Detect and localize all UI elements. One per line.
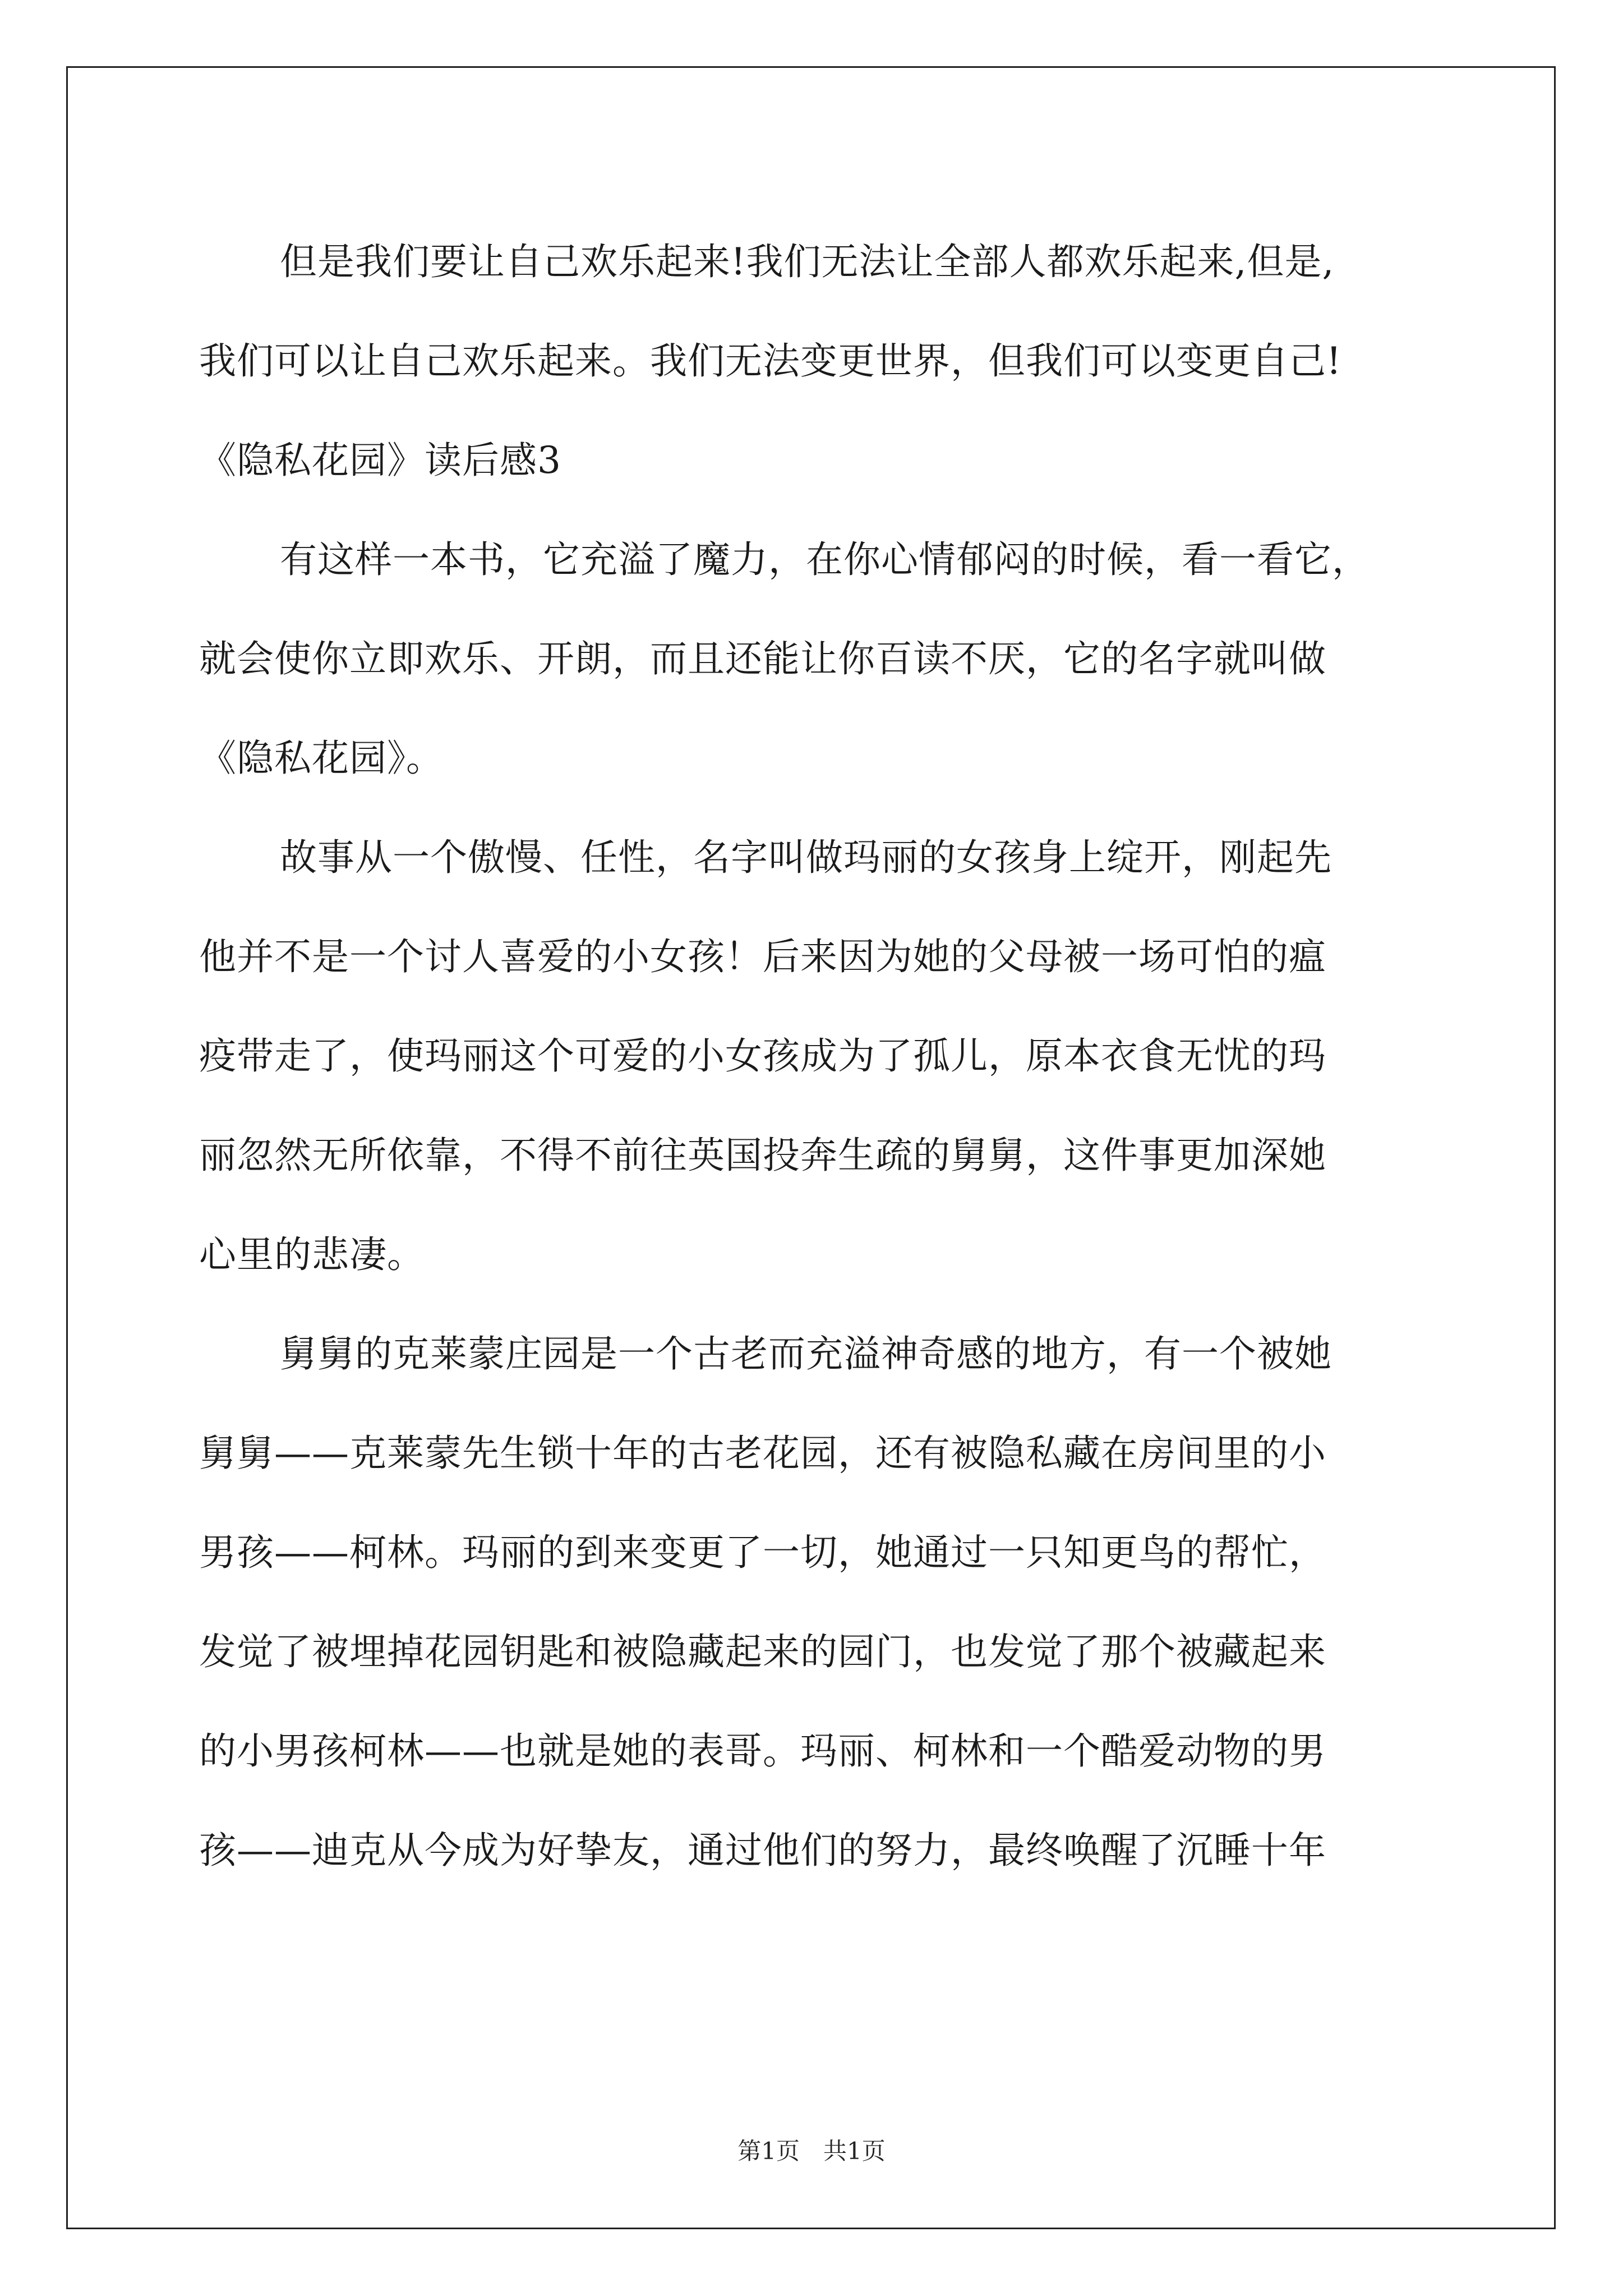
text-line: 心里的悲凄。 (199, 1233, 425, 1276)
text-line: 就会使你立即欢乐、开朗，而且还能让你百读不厌，它的名字就叫做 (199, 637, 1326, 680)
text-line: 发觉了被埋掉花园钥匙和被隐藏起来的园门，也发觉了那个被藏起来 (199, 1630, 1326, 1673)
page-footer (0, 2134, 1623, 2168)
text-line: 我们可以让自己欢乐起来。我们无法变更世界，但我们可以变更自己! (199, 339, 1342, 383)
text-line: 舅舅——克莱蒙先生锁十年的古老花园，还有被隐私藏在房间里的小 (199, 1432, 1326, 1475)
text-line: 丽忽然无所依靠，不得不前往英国投奔生疏的舅舅，这件事更加深她 (199, 1134, 1326, 1177)
text-line: 的小男孩柯林——也就是她的表哥。玛丽、柯林和一个酷爱动物的男 (199, 1729, 1326, 1773)
text-line: 故事从一个傲慢、任性，名字叫做玛丽的女孩身上绽开，刚起先 (280, 836, 1332, 879)
text-line: 他并不是一个讨人喜爱的小女孩！后来因为她的父母被一场可怕的瘟 (199, 935, 1326, 978)
text-line: 疫带走了，使玛丽这个可爱的小女孩成为了孤儿，原本衣食无忧的玛 (199, 1034, 1326, 1078)
text-line: 有这样一本书，它充溢了魔力，在你心情郁闷的时候，看一看它， (280, 538, 1370, 581)
text-line: 《隐私花园》。 (199, 737, 444, 780)
section-heading: 《隐私花园》读后感3 (199, 439, 561, 482)
text-line: 孩——迪克从今成为好挚友，通过他们的努力，最终唤醒了沉睡十年 (199, 1829, 1326, 1872)
page-number: 第1页 (737, 2137, 800, 2165)
page-total: 共1页 (823, 2137, 886, 2165)
text-line: 但是我们要让自己欢乐起来!我们无法让全部人都欢乐起来,但是, (280, 240, 1335, 283)
text-line: 男孩——柯林。玛丽的到来变更了一切，她通过一只知更鸟的帮忙， (199, 1531, 1326, 1574)
document-body (199, 212, 1433, 1900)
text-line: 舅舅的克莱蒙庄园是一个古老而充溢神奇感的地方，有一个被她 (280, 1332, 1332, 1375)
